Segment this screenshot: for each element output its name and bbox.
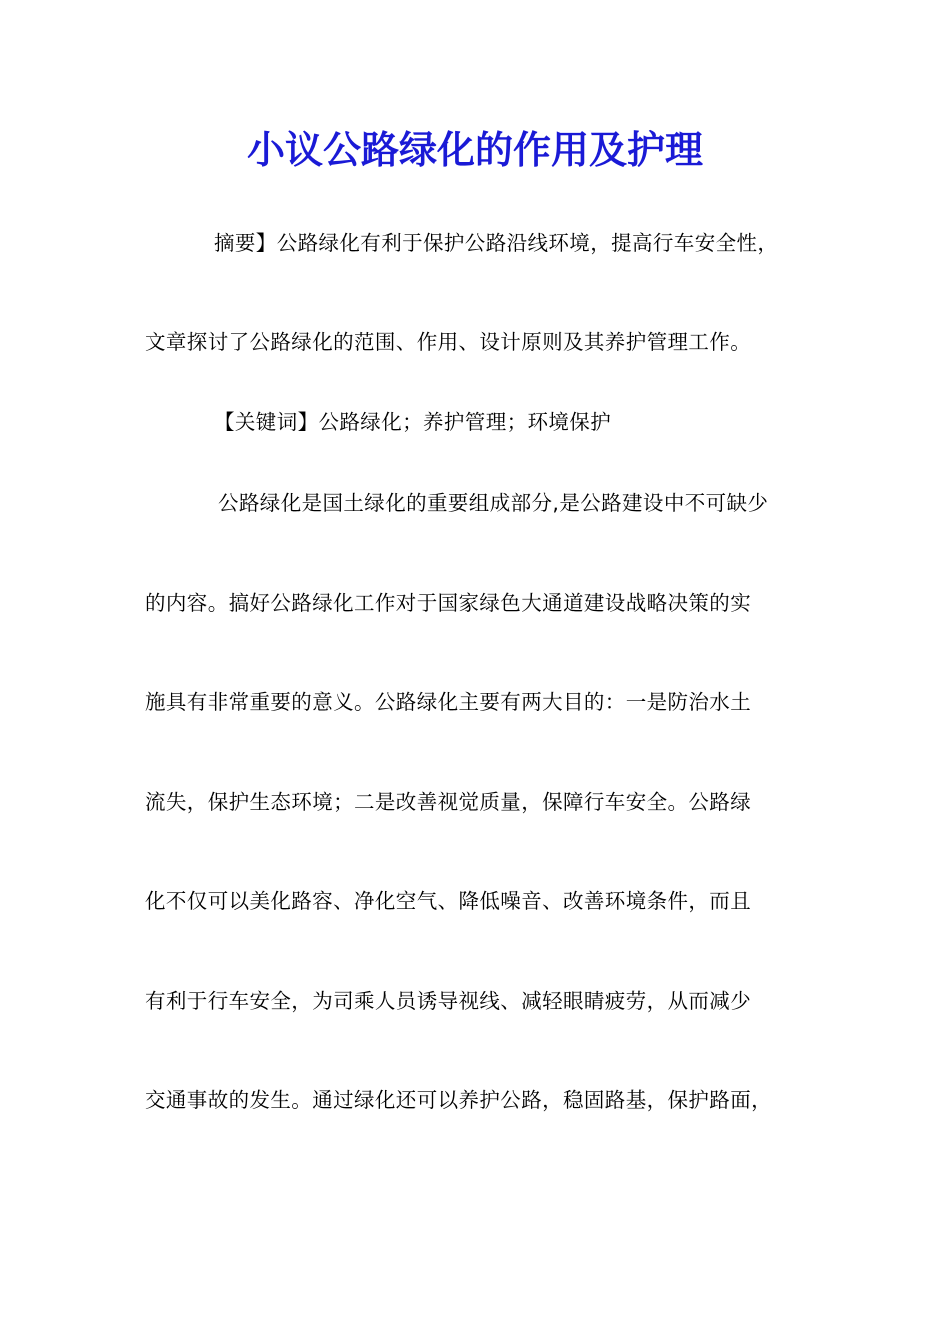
- body-line-7: 交通事故的发生。通过绿化还可以养护公路，稳固路基，保护路面，: [145, 1088, 772, 1112]
- body-line-3: 施具有非常重要的意义。公路绿化主要有两大目的：一是防治水土: [145, 690, 752, 714]
- body-line-5: 化不仅可以美化路容、净化空气、降低噪音、改善环境条件，而且: [145, 889, 752, 913]
- document-title: 小议公路绿化的作用及护理: [246, 127, 703, 172]
- body-line-4: 流失，保护生态环境；二是改善视觉质量，保障行车安全。公路绿: [145, 790, 752, 814]
- body-line-2: 的内容。搞好公路绿化工作对于国家绿色大通道建设战略决策的实: [145, 591, 752, 615]
- abstract-line-2: 文章探讨了公路绿化的范围、作用、设计原则及其养护管理工作。: [145, 330, 752, 354]
- body-line-6: 有利于行车安全，为司乘人员诱导视线、减轻眼睛疲劳，从而减少: [145, 989, 752, 1013]
- keywords-line: 【关键词】公路绿化；养护管理；环境保护: [214, 410, 612, 434]
- abstract-line-1: 摘要】公路绿化有利于保护公路沿线环境，提高行车安全性，: [214, 231, 779, 255]
- body-line-1: 公路绿化是国土绿化的重要组成部分,是公路建设中不可缺少: [218, 491, 769, 515]
